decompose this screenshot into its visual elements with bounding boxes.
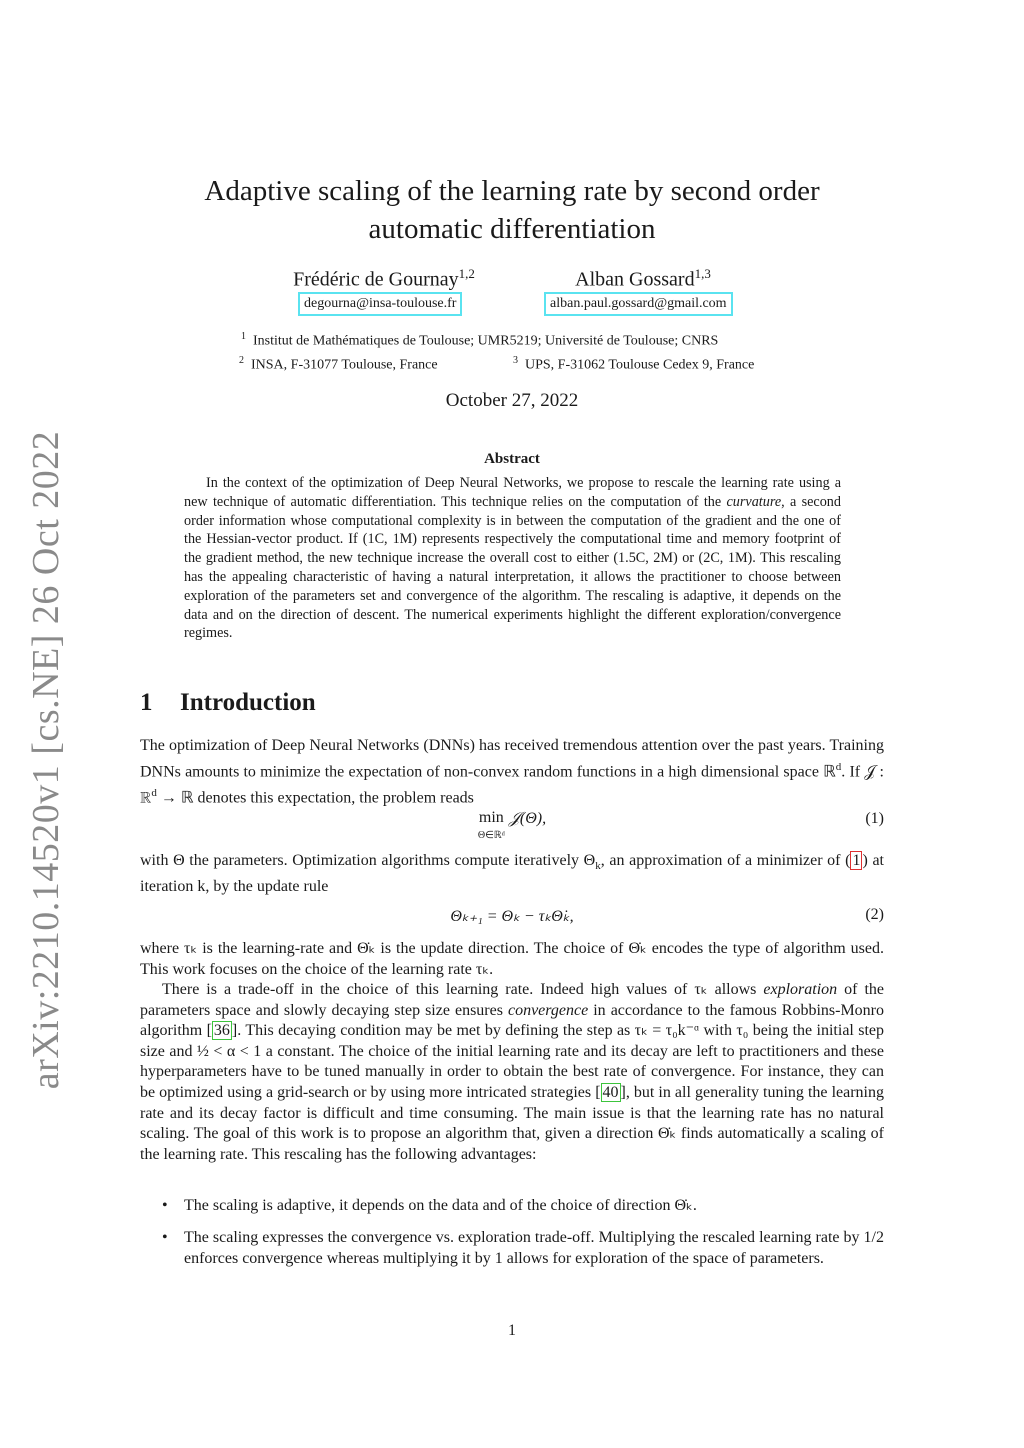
author-1-name: Frédéric de Gournay: [293, 268, 459, 291]
bullet-item-1: The scaling is adaptive, it depends on the data and of the choice of direction Θ̇ₖ.: [184, 1197, 697, 1214]
intro-p1-text-b: . If 𝒥 : ℝ: [140, 762, 884, 806]
equation-1-expression: 𝒥(Θ),: [508, 810, 547, 827]
intro-p4-text-d: . This decaying condition may be met by defining the step as τₖ = τ₀k⁻ᵅ with τ₀ being the initial step size and ½ < α < 1 a constant. The choice of the initial learning rate and its decay are left to practitioners and these hyperparameters have to be tuned manually in order to obtain the best rate of convergence. For instance, they can be optimized using a grid-search or by using more intricated strategies: [140, 1022, 885, 1101]
affiliation-2-text: INSA, F-31077 Toulouse, France: [251, 357, 438, 373]
equation-1-link[interactable]: 1: [852, 852, 861, 869]
bullet-item-2: The scaling expresses the convergence vs. exploration trade-off. Multiplying the rescaled learning rate by 1/2 enforces convergence whereas multiplying it by 1 allows for exploration of the space of parameters.: [184, 1229, 884, 1267]
affiliation-3-mark: 3: [513, 355, 518, 366]
intro-paragraph-1: [140, 736, 884, 808]
intro-p4-text-a: There is a trade-off in the choice of this learning rate. Indeed high values of τₖ allows: [162, 981, 764, 998]
affiliation-3: [513, 355, 754, 374]
title-line-2: automatic differentiation: [368, 213, 656, 245]
equation-1-subscript: Θ∈ℝᵈ: [477, 830, 505, 841]
equation-2: [140, 906, 884, 928]
equation-1-number: (1): [865, 810, 884, 827]
equation-1: [140, 810, 884, 840]
intro-p4-em-convergence: convergence: [507, 1001, 589, 1019]
paper-title: [140, 172, 884, 248]
author-2-affil-marks: 1,3: [694, 266, 711, 281]
page-number: 1: [508, 1322, 516, 1339]
author-1-email[interactable]: degourna@insa-toulouse.fr: [298, 292, 462, 316]
author-1: [268, 266, 500, 292]
title-line-1: Adaptive scaling of the learning rate by second order: [204, 175, 820, 207]
intro-p2-subscript: k: [595, 860, 601, 873]
intro-p1-sup-2: d: [151, 786, 157, 799]
abstract-emphasis: curvature: [726, 493, 782, 510]
intro-p4-em-exploration: exploration: [763, 981, 838, 998]
abstract-heading: Abstract: [484, 451, 540, 467]
abstract-body: [184, 474, 841, 643]
citation-link-36[interactable]: 36: [213, 1022, 230, 1040]
equation-2-number: (2): [865, 906, 884, 923]
author-2-email[interactable]: alban.paul.gossard@gmail.com: [544, 292, 733, 316]
publication-date: October 27, 2022: [445, 390, 579, 411]
abstract-text-2: , a second order information whose computational complexity is in between the computation of the gradient and the one of the Hessian-vector product. If (1C, 1M) represents respectively the computational time and memory footprint of the gradient method, the new technique increase the overall cost to either (1.5C, 2M) or (2C, 1M). This rescaling has the appealing characteristic of having a natural interpretation, it allows the practitioner to choose between exploration of the parameters set and convergence of the algorithm. The rescaling is adaptive, it depends on the data and on the direction of descent. The numerical experiments highlight the different exploration/convergence regimes.: [184, 493, 841, 642]
arxiv-identifier-stamp: arXiv:2210.14520v1 [cs.NE] 26 Oct 2022: [25, 430, 67, 1090]
author-2: [548, 266, 738, 292]
intro-paragraph-4: There is a trade-off in the choice of this learning rate. Indeed high values of τₖ allows exploration of the parameters space and slowly decaying step size ensures convergence in accordance to the famous Robbins-Monro algorithm [ 36 ]. This decaying condition may be met by defining the step as τₖ = τ₀k⁻ᵅ with τ₀ being the initial step size and ½ < α < 1 a constant. The choice of the initial learning rate and its decay are left to practitioners and these hyperparameters have to be tuned manually in order to obtain the best rate of convergence. For instance, they can be optimized using a grid-search or by using more intricated strategies [ 40 ], but in all generality tuning the learning rate and its decay factor is difficult and time consuming. The main issue is that the learning rate has no natural scaling. The goal of this work is to propose an algorithm that, given a direction Θ̇ₖ finds automatically a scaling of the learning rate. This rescaling has the following advantages:: [140, 981, 885, 1163]
affiliation-2-mark: 2: [239, 355, 244, 366]
equation-1-body: [140, 810, 884, 844]
intro-p2-text-a: with Θ the parameters. Optimization algorithms compute iteratively Θ: [140, 852, 596, 869]
intro-p1-text-c: → ℝ denotes this expectation, the problem reads: [156, 788, 474, 806]
section-heading: [140, 689, 316, 717]
bullet-icon: •: [162, 1197, 168, 1214]
equation-1-op: min: [478, 809, 504, 826]
intro-p2-text-b: , an approximation of a minimizer of: [600, 852, 846, 869]
affiliation-1: [241, 331, 718, 350]
bullet-icon: •: [162, 1229, 168, 1246]
equation-2-expression: [140, 906, 884, 926]
author-1-affil-marks: 1,2: [458, 266, 475, 281]
intro-p4-text-b: of the parameters space and slowly decaying step size ensures: [140, 981, 885, 1019]
intro-p4-text-e: , but in all generality tuning the learning rate and its decay factor is difficult and time consuming. The main issue is that the learning rate has no natural scaling. The goal of this work is to propose an algorithm that, given a direction Θ̇ₖ finds automatically a scaling of the learning rate. This rescaling has the following advantages:: [140, 1083, 884, 1163]
intro-p2-text-c: at iteration k, by the update rule: [140, 852, 884, 895]
intro-p4-text-c: in accordance to the famous Robbins-Monro algorithm: [140, 1001, 884, 1040]
intro-paragraph-2: with Θ the parameters. Optimization algorithms compute iteratively $\Theta_k$, an approximation of a minimizer of ( 1 ) at iteration k, by the update rule: [140, 852, 884, 895]
intro-p1-text-a: The optimization of Deep Neural Networks (DNNs) has received tremendous attention over the past years. Training DNNs amounts to minimize the expectation of non-convex random functions in a high dimensional space ℝ: [140, 737, 884, 780]
equation-1-min-operator: [478, 810, 505, 844]
section-title: Introduction: [180, 689, 316, 716]
affiliation-1-mark: 1: [241, 331, 246, 342]
author-2-name: Alban Gossard: [575, 268, 695, 291]
section-number: 1: [140, 689, 153, 716]
citation-link-40[interactable]: 40: [602, 1083, 619, 1101]
intro-p1-sup-1: d: [835, 760, 842, 773]
intro-paragraph-3: where τₖ is the learning-rate and Θ̇ₖ is the update direction. The choice of Θ̇ₖ encodes the type of algorithm used. This work focuses on the choice of the learning rate τₖ.: [140, 940, 884, 978]
abstract-text-1: In the context of the optimization of Deep Neural Networks, we propose to rescale the learning rate using a new technique of automatic differentiation. This technique relies on the computation of the: [184, 475, 841, 510]
equation-2-body: Θₖ₊₁ = Θₖ − τₖΘ̇ₖ,: [450, 908, 574, 925]
affiliation-2: [239, 355, 438, 374]
affiliation-3-text: UPS, F-31062 Toulouse Cedex 9, France: [525, 357, 755, 373]
affiliation-1-text: Institut de Mathématiques de Toulouse; UMR5219; Université de Toulouse; CNRS: [253, 333, 719, 349]
